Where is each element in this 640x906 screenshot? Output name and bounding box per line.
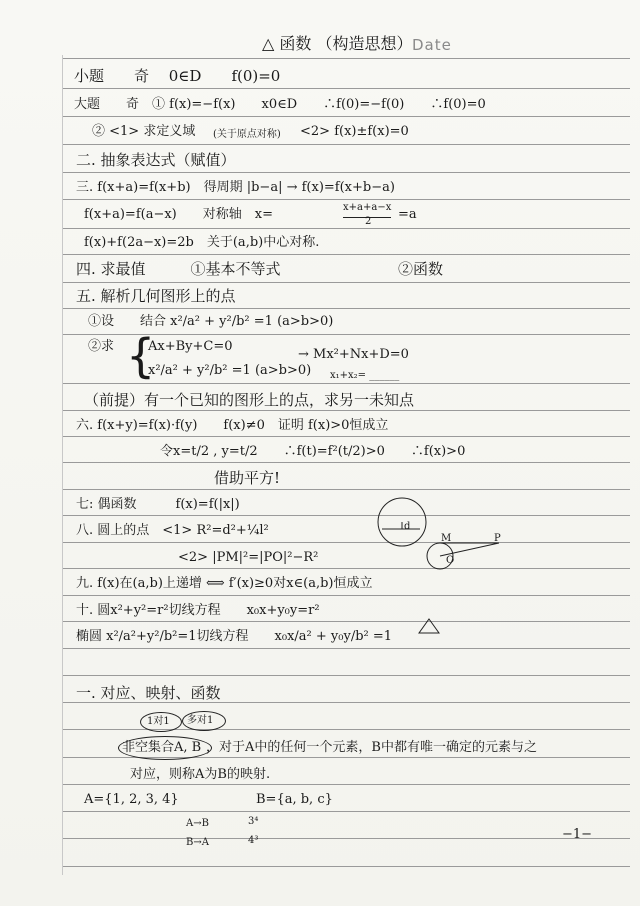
rule-line <box>62 866 630 867</box>
rule-line <box>62 595 630 596</box>
note-line: 小题 奇 0∈D f(0)=0 <box>74 67 281 85</box>
rule-line <box>62 144 630 145</box>
rule-line <box>62 648 630 649</box>
note-line: <2> f(x)±f(x)=0 <box>300 124 409 139</box>
note-line: <2> |PM|²=|PO|²−R² <box>178 550 319 565</box>
rule-line <box>62 116 630 117</box>
page-number: −1− <box>562 827 593 842</box>
fraction-numerator: x+a+a−x <box>343 199 391 218</box>
margin-line <box>62 55 63 875</box>
note-line: 4³ <box>248 835 259 846</box>
rule-line <box>62 568 630 569</box>
section-heading: 八. 圆上的点 <1> R²=d²+¼l² <box>76 523 269 538</box>
note-line: ②求 <box>88 339 115 354</box>
note-line: 借助平方! <box>214 469 281 487</box>
rule-line <box>62 254 630 255</box>
rule-line <box>62 308 630 309</box>
rule-line <box>62 172 630 173</box>
equation: x₁+x₂= ______ <box>330 370 400 381</box>
note-line: 三. f(x+a)=f(x+b) 得周期 |b−a| → f(x)=f(x+b−a) <box>76 180 395 195</box>
note-annotation: (关于原点对称) <box>213 129 281 140</box>
system-brace: { <box>126 329 156 383</box>
rule-line <box>62 88 630 89</box>
rule-line <box>62 282 630 283</box>
rule-line <box>62 489 630 490</box>
equation: x²/a² + y²/b² =1 (a>b>0) <box>148 363 312 378</box>
section-heading: 十. 圆x²+y²=r²切线方程 x₀x+y₀y=r² <box>76 603 320 618</box>
fraction-denominator: 2 <box>365 216 372 227</box>
rule-line <box>62 702 630 703</box>
annotation-text: 多对1 <box>187 715 214 726</box>
rule-line <box>62 515 630 516</box>
tangent-figure <box>425 530 505 574</box>
figure-label: d <box>404 521 411 532</box>
note-line: f(x)+f(2a−x)=2b 关于(a,b)中心对称. <box>84 235 320 250</box>
section-heading: 一. 对应、映射、函数 <box>76 684 221 702</box>
note-line: 对应，则称A为B的映射. <box>130 767 271 782</box>
rule-line <box>62 621 630 622</box>
note-line: 令x=t/2 , y=t/2 ∴f(t)=f²(t/2)>0 ∴f(x)>0 <box>160 444 466 459</box>
note-line: ②函数 <box>398 260 444 278</box>
note-line: A={1, 2, 3, 4} <box>84 792 179 807</box>
rule-line <box>62 811 630 812</box>
rule-line <box>62 228 630 229</box>
date-label: Date <box>412 36 452 54</box>
annotation-text: 1对1 <box>147 716 170 727</box>
rule-line <box>62 436 630 437</box>
note-line: f(x+a)=f(a−x) 对称轴 x= <box>84 207 273 222</box>
note-line: 椭圆 x²/a²+y²/b²=1切线方程 x₀x/a² + y₀y/b² =1 <box>76 629 393 644</box>
rule-line <box>62 410 630 411</box>
triangle-mark <box>418 618 440 634</box>
note-line: 3⁴ <box>248 816 259 827</box>
rule-line <box>62 675 630 676</box>
note-line: A→B <box>186 818 209 829</box>
section-heading: 五. 解析几何图形上的点 <box>76 287 236 305</box>
section-heading: 二. 抽象表达式（赋值） <box>76 151 236 169</box>
section-heading: 六. f(x+y)=f(x)·f(y) f(x)≠0 证明 f(x)>0恒成立 <box>76 418 389 433</box>
equation: Ax+By+C=0 <box>148 339 233 354</box>
equation: → Mx²+Nx+D=0 <box>298 347 409 362</box>
note-line: ，对于A中的任何一个元素，B中都有唯一确定的元素与之 <box>206 740 537 755</box>
figure-label: P <box>494 533 501 544</box>
note-line: ①设 结合 x²/a² + y²/b² =1 (a>b>0) <box>88 314 334 329</box>
section-heading: 四. 求最值 ①基本不等式 <box>76 260 281 278</box>
figure-label: M <box>441 533 452 544</box>
rule-line <box>62 542 630 543</box>
rule-line <box>62 58 630 59</box>
section-heading: 九. f(x)在(a,b)上递增 ⟺ f′(x)≥0对x∈(a,b)恒成立 <box>76 576 373 591</box>
page-title: △ 函数 （构造思想） <box>262 34 413 53</box>
section-heading: 七: 偶函数 f(x)=f(|x|) <box>76 497 240 512</box>
rule-line <box>62 462 630 463</box>
note-line: B→A <box>186 837 209 848</box>
note-line: B={a, b, c} <box>256 792 333 807</box>
note-line: 非空集合A, B <box>122 740 202 755</box>
rule-line <box>62 838 630 839</box>
note-line: =a <box>398 207 417 222</box>
note-line: 大题 奇 ① f(x)=−f(x) x0∈D ∴f(0)=−f(0) ∴f(0)=0 <box>74 97 486 112</box>
figure-label: O <box>446 555 455 566</box>
note-line: ② <1> 求定义域 <box>92 124 196 139</box>
rule-line <box>62 784 630 785</box>
note-line: （前提）有一个已知的图形上的点，求另一未知点 <box>84 391 415 409</box>
